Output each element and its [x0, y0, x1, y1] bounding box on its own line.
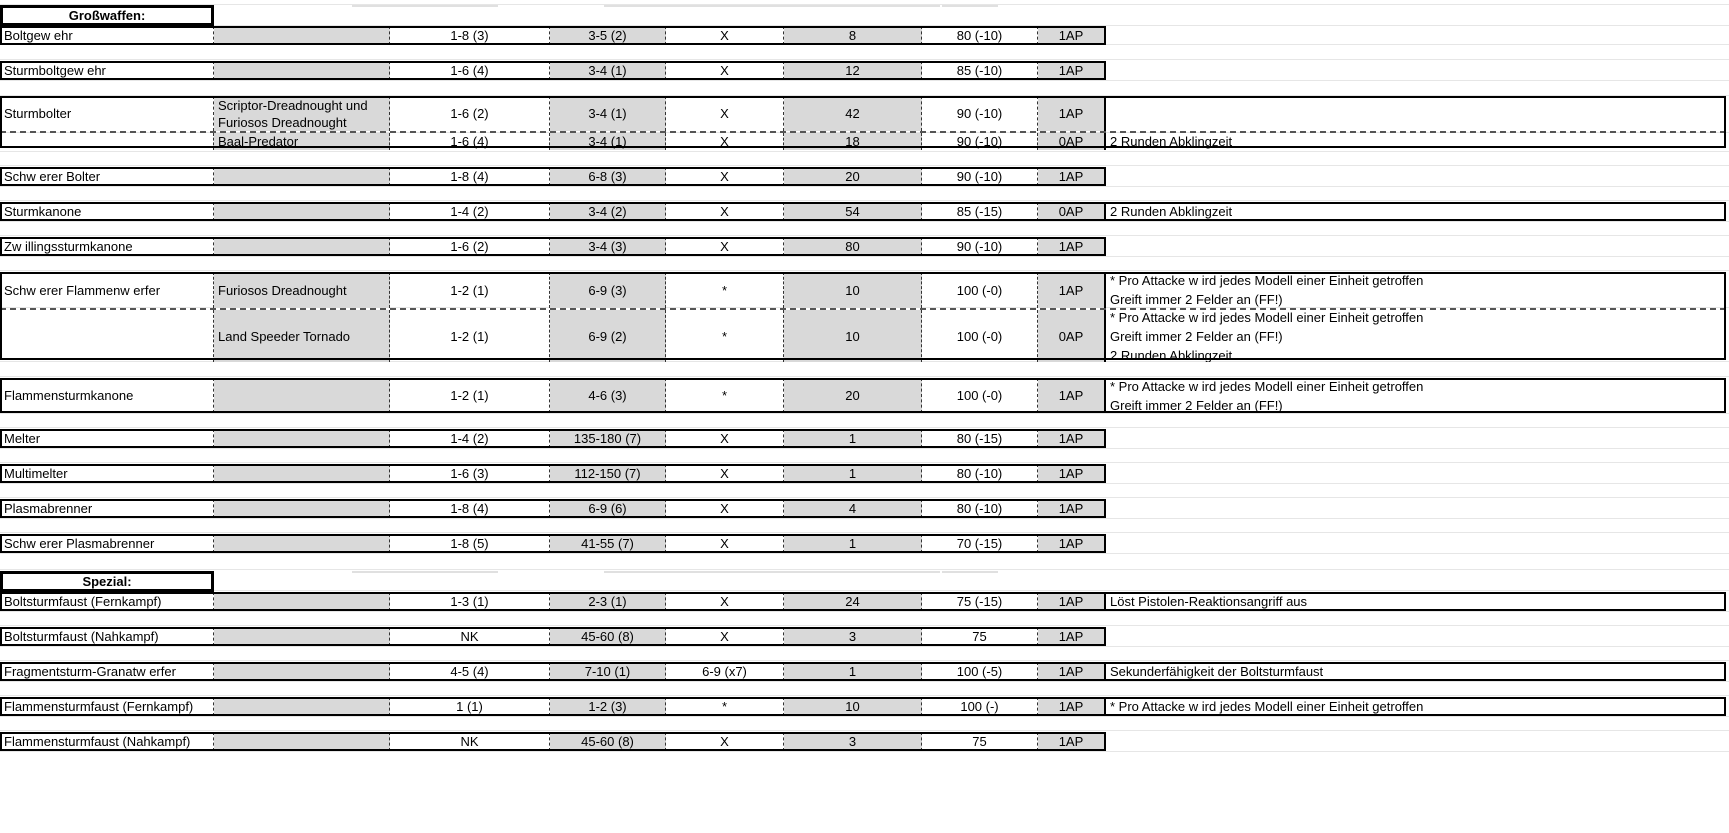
- area-cell: X: [666, 627, 784, 646]
- ap-cell: 1AP: [1038, 167, 1106, 186]
- damage-cell: 3-4 (1): [550, 96, 666, 131]
- table-row[interactable]: [0, 499, 1106, 518]
- note-line: * Pro Attacke w ird jedes Modell einer Einheit getroffen: [1110, 310, 1424, 325]
- grid-line: [0, 413, 1729, 414]
- notes-cell: [1106, 96, 1726, 131]
- grid-line: [838, 571, 940, 573]
- area-cell: X: [666, 133, 784, 150]
- area-cell: X: [666, 26, 784, 45]
- grid-line: [0, 611, 1729, 612]
- range-cell: NK: [390, 627, 550, 646]
- area-cell: X: [666, 167, 784, 186]
- table-row[interactable]: [0, 697, 1726, 716]
- damage-cell: 7-10 (1): [550, 662, 666, 681]
- unit-name: [214, 592, 390, 611]
- note-line: * Pro Attacke w ird jedes Modell einer Einheit getroffen: [1110, 699, 1424, 714]
- area-cell: *: [666, 697, 784, 716]
- damage-cell: 1-2 (3): [550, 697, 666, 716]
- cost-cell: 24: [784, 592, 922, 611]
- accuracy-cell: 90 (-10): [922, 237, 1038, 256]
- range-cell: 1-4 (2): [390, 429, 550, 448]
- section-title: Spezial:: [0, 571, 214, 592]
- damage-cell: 6-9 (6): [550, 499, 666, 518]
- area-cell: X: [666, 534, 784, 553]
- grid-line: [0, 730, 1729, 731]
- grid-line: [0, 532, 1729, 533]
- ap-cell: 0AP: [1038, 310, 1106, 362]
- range-cell: 1-2 (1): [390, 310, 550, 362]
- damage-cell: 6-8 (3): [550, 167, 666, 186]
- grid-line: [0, 200, 1729, 201]
- unit-name: [214, 202, 390, 221]
- range-cell: 1-3 (1): [390, 592, 550, 611]
- area-cell: X: [666, 96, 784, 131]
- damage-cell: 3-5 (2): [550, 26, 666, 45]
- table-row[interactable]: [0, 61, 1106, 80]
- unit-name: [214, 732, 390, 751]
- ap-cell: 0AP: [1038, 133, 1106, 150]
- grid-line: [0, 256, 1729, 257]
- ap-cell: 1AP: [1038, 61, 1106, 80]
- grid-line: [0, 518, 1729, 519]
- ap-cell: 1AP: [1038, 732, 1106, 751]
- range-cell: 1-6 (2): [390, 237, 550, 256]
- cost-cell: 10: [784, 272, 922, 308]
- cost-cell: 1: [784, 429, 922, 448]
- ap-cell: 1AP: [1038, 464, 1106, 483]
- cost-cell: 3: [784, 627, 922, 646]
- grid-line: [0, 590, 1729, 591]
- cost-cell: 4: [784, 499, 922, 518]
- grid-line: [0, 186, 1729, 187]
- row-variant: [0, 26, 1106, 45]
- range-cell: 1-8 (4): [390, 167, 550, 186]
- range-cell: 4-5 (4): [390, 662, 550, 681]
- row-variant: [0, 202, 1726, 221]
- cost-cell: 42: [784, 96, 922, 131]
- weapon-name: Boltsturmfaust (Nahkampf): [0, 627, 214, 646]
- unit-name: [214, 627, 390, 646]
- accuracy-cell: 90 (-10): [922, 133, 1038, 150]
- note-line: * Pro Attacke w ird jedes Modell einer Einheit getroffen: [1110, 273, 1424, 288]
- table-row[interactable]: [0, 96, 1726, 148]
- weapon-name: [0, 310, 214, 362]
- damage-cell: 45-60 (8): [550, 732, 666, 751]
- cost-cell: 80: [784, 237, 922, 256]
- note-line: Greift immer 2 Felder an (FF!): [1110, 328, 1283, 344]
- table-row[interactable]: [0, 464, 1106, 483]
- grid-line: [0, 751, 1729, 752]
- area-cell: X: [666, 61, 784, 80]
- grid-line: [0, 427, 1729, 428]
- damage-cell: 2-3 (1): [550, 592, 666, 611]
- weapon-name: Sturmboltgew ehr: [0, 61, 214, 80]
- row-variant: [0, 534, 1106, 553]
- grid-line: [0, 625, 1729, 626]
- accuracy-cell: 85 (-15): [922, 202, 1038, 221]
- accuracy-cell: 80 (-15): [922, 429, 1038, 448]
- accuracy-cell: 75 (-15): [922, 592, 1038, 611]
- cost-cell: 1: [784, 534, 922, 553]
- unit-name: Baal-Predator: [214, 133, 390, 150]
- unit-name: [214, 61, 390, 80]
- grid-line: [604, 5, 710, 7]
- note-line: 2 Runden Abklingzeit: [1110, 204, 1233, 219]
- weapon-name: Schw erer Bolter: [0, 167, 214, 186]
- table-row[interactable]: [0, 378, 1726, 413]
- damage-cell: 3-4 (1): [550, 61, 666, 80]
- cost-cell: 18: [784, 133, 922, 150]
- table-row[interactable]: [0, 167, 1106, 186]
- accuracy-cell: 80 (-10): [922, 499, 1038, 518]
- notes-cell: [1106, 697, 1726, 716]
- accuracy-cell: 100 (-): [922, 697, 1038, 716]
- grid-line: [0, 646, 1729, 647]
- grid-line: [710, 571, 840, 573]
- row-variant: [0, 237, 1106, 256]
- notes-cell: [1106, 272, 1726, 308]
- weapon-name: Fragmentsturm-Granatw erfer: [0, 662, 214, 681]
- weapon-name: Sturmkanone: [0, 202, 214, 221]
- grid-line: [0, 462, 1729, 463]
- table-row[interactable]: [0, 237, 1106, 256]
- weapon-name: Melter: [0, 429, 214, 448]
- ap-cell: 1AP: [1038, 96, 1106, 131]
- table-row[interactable]: [0, 534, 1106, 553]
- ap-cell: 1AP: [1038, 592, 1106, 611]
- row-variant: [0, 662, 1726, 681]
- ap-cell: 1AP: [1038, 26, 1106, 45]
- cost-cell: 20: [784, 167, 922, 186]
- note-line: 2 Runden Abklingzeit: [1110, 134, 1233, 149]
- unit-name: [214, 378, 390, 413]
- table-row[interactable]: [0, 662, 1726, 681]
- unit-name: [214, 26, 390, 45]
- unit-name: [214, 167, 390, 186]
- weapon-name: Multimelter: [0, 464, 214, 483]
- weapon-name: Zw illingssturmkanone: [0, 237, 214, 256]
- area-cell: X: [666, 429, 784, 448]
- row-variant: [0, 96, 1726, 131]
- damage-cell: 4-6 (3): [550, 378, 666, 413]
- accuracy-cell: 80 (-10): [922, 26, 1038, 45]
- grid-line: [838, 5, 940, 7]
- range-cell: 1-2 (1): [390, 272, 550, 308]
- area-cell: X: [666, 732, 784, 751]
- damage-cell: 6-9 (3): [550, 272, 666, 308]
- ap-cell: 1AP: [1038, 378, 1106, 413]
- area-cell: X: [666, 499, 784, 518]
- unit-name: [214, 464, 390, 483]
- area-cell: X: [666, 237, 784, 256]
- row-variant: [0, 499, 1106, 518]
- accuracy-cell: 90 (-10): [922, 96, 1038, 131]
- cost-cell: 12: [784, 61, 922, 80]
- row-variant: [0, 61, 1106, 80]
- grid-line: [0, 716, 1729, 717]
- unit-name: [214, 697, 390, 716]
- grid-line: [352, 5, 498, 7]
- notes-cell: [1106, 592, 1726, 611]
- note-line: Löst Pistolen-Reaktionsangriff aus: [1110, 594, 1308, 609]
- row-variant: [0, 131, 1726, 150]
- range-cell: 1-6 (2): [390, 96, 550, 131]
- weapon-name: Flammensturmkanone: [0, 378, 214, 413]
- cost-cell: 10: [784, 310, 922, 362]
- grid-line: [0, 151, 1729, 152]
- grid-line: [0, 165, 1729, 166]
- area-cell: X: [666, 202, 784, 221]
- grid-line: [0, 221, 1729, 222]
- notes-cell: [1106, 378, 1726, 413]
- area-cell: *: [666, 378, 784, 413]
- grid-line: [0, 695, 1729, 696]
- damage-cell: 45-60 (8): [550, 627, 666, 646]
- grid-line: [0, 569, 1729, 570]
- weapon-name: Schw erer Flammenw erfer: [0, 272, 214, 308]
- grid-line: [0, 660, 1729, 661]
- notes-cell: [1106, 202, 1726, 221]
- weapon-name: Boltgew ehr: [0, 26, 214, 45]
- damage-cell: 135-180 (7): [550, 429, 666, 448]
- ap-cell: 1AP: [1038, 534, 1106, 553]
- cost-cell: 1: [784, 464, 922, 483]
- accuracy-cell: 75: [922, 732, 1038, 751]
- grid-line: [604, 571, 710, 573]
- range-cell: 1-8 (4): [390, 499, 550, 518]
- weapon-name: Flammensturmfaust (Fernkampf): [0, 697, 214, 716]
- grid-line: [0, 235, 1729, 236]
- ap-cell: 1AP: [1038, 499, 1106, 518]
- row-variant: [0, 627, 1106, 646]
- notes-cell: [1106, 310, 1726, 362]
- cost-cell: 3: [784, 732, 922, 751]
- table-row[interactable]: [0, 592, 1726, 611]
- grid-line: [942, 571, 998, 573]
- range-cell: 1-6 (4): [390, 61, 550, 80]
- range-cell: 1-4 (2): [390, 202, 550, 221]
- range-cell: 1-6 (4): [390, 133, 550, 150]
- area-cell: X: [666, 592, 784, 611]
- range-cell: 1-8 (5): [390, 534, 550, 553]
- damage-cell: 41-55 (7): [550, 534, 666, 553]
- accuracy-cell: 100 (-0): [922, 310, 1038, 362]
- accuracy-cell: 100 (-0): [922, 272, 1038, 308]
- weapon-name: Plasmabrenner: [0, 499, 214, 518]
- area-cell: X: [666, 464, 784, 483]
- area-cell: *: [666, 272, 784, 308]
- damage-cell: 112-150 (7): [550, 464, 666, 483]
- row-variant: [0, 732, 1106, 751]
- ap-cell: 1AP: [1038, 662, 1106, 681]
- area-cell: *: [666, 310, 784, 362]
- table-row[interactable]: [0, 272, 1726, 360]
- cost-cell: 1: [784, 662, 922, 681]
- table-row[interactable]: [0, 202, 1726, 221]
- note-line: Greift immer 2 Felder an (FF!): [1110, 397, 1283, 413]
- unit-name: [214, 237, 390, 256]
- cost-cell: 54: [784, 202, 922, 221]
- notes-cell: [1106, 133, 1726, 150]
- cost-cell: 20: [784, 378, 922, 413]
- weapon-name: Sturmbolter: [0, 96, 214, 131]
- weapon-name: [0, 133, 214, 150]
- note-line: Greift immer 2 Felder an (FF!): [1110, 292, 1283, 307]
- section-title: Großwaffen:: [0, 5, 214, 26]
- row-variant: [0, 429, 1106, 448]
- note-line: * Pro Attacke w ird jedes Modell einer Einheit getroffen: [1110, 378, 1424, 394]
- grid-line: [0, 497, 1729, 498]
- row-variant: [0, 464, 1106, 483]
- row-variant: [0, 378, 1726, 413]
- ap-cell: 1AP: [1038, 627, 1106, 646]
- accuracy-cell: 70 (-15): [922, 534, 1038, 553]
- cost-cell: 8: [784, 26, 922, 45]
- range-cell: NK: [390, 732, 550, 751]
- range-cell: 1 (1): [390, 697, 550, 716]
- table-row[interactable]: [0, 732, 1106, 751]
- row-variant: [0, 308, 1726, 362]
- damage-cell: 3-4 (2): [550, 202, 666, 221]
- unit-name: Scriptor-Dreadnought und Furiosos Dreadnought: [214, 96, 390, 131]
- grid-line: [0, 376, 1729, 377]
- grid-line: [0, 80, 1729, 81]
- unit-name: [214, 499, 390, 518]
- accuracy-cell: 100 (-5): [922, 662, 1038, 681]
- note-line: 2 Runden Abklingzeit: [1110, 347, 1233, 362]
- unit-name: [214, 662, 390, 681]
- grid-line: [0, 483, 1729, 484]
- accuracy-cell: 100 (-0): [922, 378, 1038, 413]
- table-row[interactable]: [0, 627, 1106, 646]
- range-cell: 1-6 (3): [390, 464, 550, 483]
- unit-name: [214, 534, 390, 553]
- damage-cell: 6-9 (2): [550, 310, 666, 362]
- cost-cell: 10: [784, 697, 922, 716]
- row-variant: [0, 167, 1106, 186]
- unit-name: [214, 429, 390, 448]
- damage-cell: 3-4 (3): [550, 237, 666, 256]
- accuracy-cell: 80 (-10): [922, 464, 1038, 483]
- grid-line: [352, 571, 498, 573]
- table-row[interactable]: [0, 429, 1106, 448]
- ap-cell: 1AP: [1038, 237, 1106, 256]
- damage-cell: 3-4 (1): [550, 133, 666, 150]
- ap-cell: 1AP: [1038, 429, 1106, 448]
- area-cell: 6-9 (x7): [666, 662, 784, 681]
- ap-cell: 0AP: [1038, 202, 1106, 221]
- grid-line: [0, 553, 1729, 554]
- grid-line: [942, 5, 998, 7]
- notes-cell: [1106, 662, 1726, 681]
- row-variant: [0, 697, 1726, 716]
- unit-name: Land Speeder Tornado: [214, 310, 390, 362]
- range-cell: 1-8 (3): [390, 26, 550, 45]
- ap-cell: 1AP: [1038, 697, 1106, 716]
- row-variant: [0, 272, 1726, 308]
- weapon-name: Flammensturmfaust (Nahkampf): [0, 732, 214, 751]
- row-variant: [0, 592, 1726, 611]
- grid-line: [0, 59, 1729, 60]
- accuracy-cell: 85 (-10): [922, 61, 1038, 80]
- range-cell: 1-2 (1): [390, 378, 550, 413]
- note-line: Sekunderfähigkeit der Boltsturmfaust: [1110, 664, 1324, 679]
- grid-line: [0, 270, 1729, 271]
- grid-line: [0, 681, 1729, 682]
- grid-line: [710, 5, 840, 7]
- grid-line: [0, 448, 1729, 449]
- table-row[interactable]: [0, 26, 1106, 45]
- ap-cell: 1AP: [1038, 272, 1106, 308]
- accuracy-cell: 90 (-10): [922, 167, 1038, 186]
- weapon-name: Schw erer Plasmabrenner: [0, 534, 214, 553]
- accuracy-cell: 75: [922, 627, 1038, 646]
- weapon-name: Boltsturmfaust (Fernkampf): [0, 592, 214, 611]
- unit-name: Furiosos Dreadnought: [214, 272, 390, 308]
